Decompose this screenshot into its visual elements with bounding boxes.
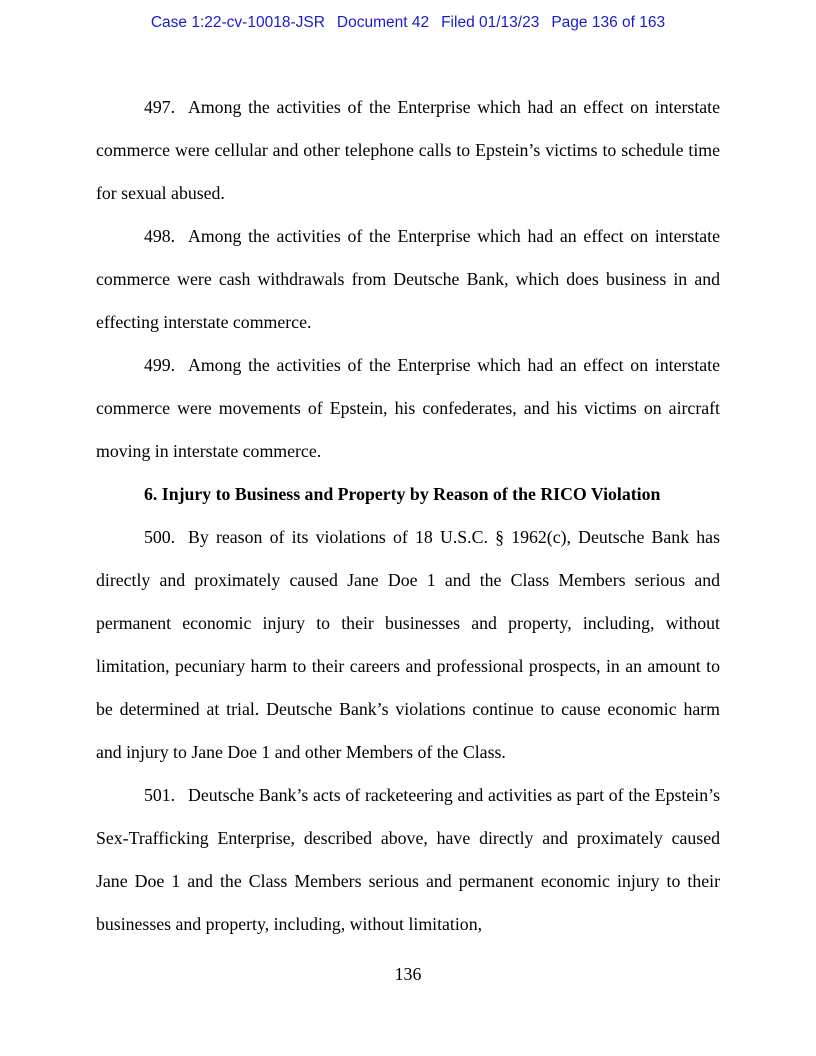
paragraph-497 xyxy=(96,86,720,215)
section-heading: 6. Injury to Business and Property by Reason of the RICO Violation xyxy=(144,484,661,504)
paragraph-number: 501. xyxy=(144,785,176,805)
document-number: Document 42 xyxy=(336,14,430,31)
paragraph-number: 499. xyxy=(144,355,176,375)
paragraph-number: 500. xyxy=(144,527,176,547)
paragraph-500 xyxy=(96,516,720,774)
paragraph-text: Among the activities of the Enterprise which had an effect on interstate commerce were movements of Epstein, his confederates, and his victims on aircraft moving in interstate commerce. xyxy=(96,355,720,461)
paragraph-501 xyxy=(96,774,720,946)
case-header xyxy=(0,14,816,32)
paragraph-number: 498. xyxy=(144,226,176,246)
paragraph-498 xyxy=(96,215,720,344)
paragraph-number: 497. xyxy=(144,97,176,117)
paragraph-499 xyxy=(96,344,720,473)
page-count: Page 136 of 163 xyxy=(551,14,666,31)
paragraph-text: Among the activities of the Enterprise which had an effect on interstate commerce were cellular and other telephone calls to Epstein’s victims to schedule time for sexual abused. xyxy=(96,97,720,203)
filed-date: Filed 01/13/23 xyxy=(441,14,540,31)
case-number: Case 1:22-cv-10018-JSR xyxy=(150,14,325,31)
paragraph-text: Among the activities of the Enterprise which had an effect on interstate commerce were cash withdrawals from Deutsche Bank, which does business in and effecting interstate commerce. xyxy=(96,226,720,332)
page-number: 136 xyxy=(394,964,422,984)
document-body xyxy=(96,86,720,946)
paragraph-text: By reason of its violations of 18 U.S.C. § 1962(c), Deutsche Bank has directly and proximately caused Jane Doe 1 and the Class Members serious and permanent economic injury to their businesses and property, including, without limitation, pecuniary harm to their careers and professional prospects, in an amount to be determined at trial. Deutsche Bank’s violations continue to cause economic harm and injury to Jane Doe 1 and other Members of the Class. xyxy=(96,527,720,762)
paragraph-text: Deutsche Bank’s acts of racketeering and activities as part of the Epstein’s Sex-Trafficking Enterprise, described above, have directly and proximately caused Jane Doe 1 and the Class Members serious and permanent economic injury to their businesses and property, including, without limitation, xyxy=(96,785,720,934)
